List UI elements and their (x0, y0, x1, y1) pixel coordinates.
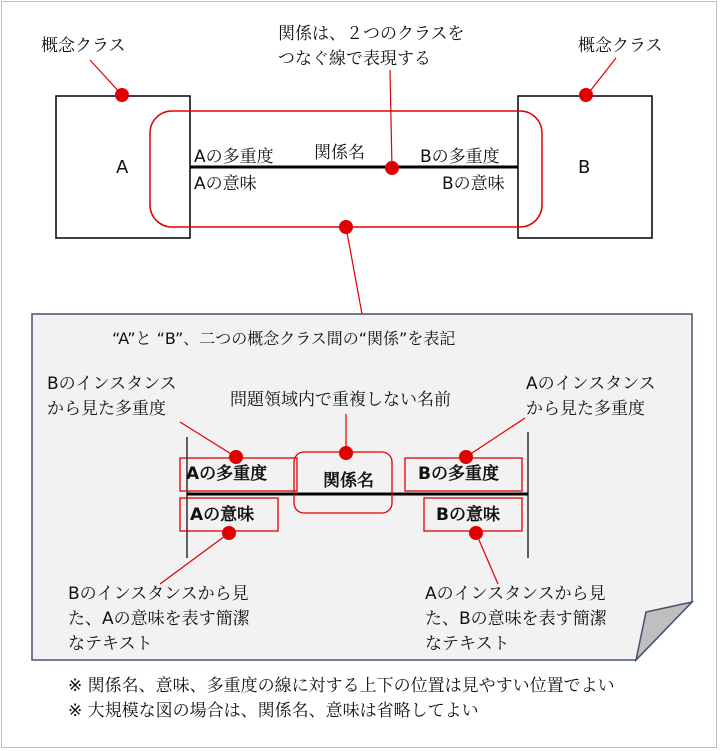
dot-relation-name (339, 446, 353, 460)
b-instance-from-note: Bのインスタンス から見た多重度 (47, 374, 177, 419)
detail-b-meaning: Bの意味 (436, 505, 500, 525)
b-meaning-note: Aのインスタンスから見 た、Bの意味を表す簡潔 なテキスト (425, 584, 607, 654)
leader-class-left (90, 60, 122, 95)
class-b-name: B (578, 157, 591, 178)
dot-b-meaning (469, 526, 483, 540)
detail-a-meaning: Aの意味 (190, 505, 255, 525)
concept-class-label-right: 概念クラス (578, 36, 663, 56)
a-meaning-note: Bのインスタンスから見 た、Aの意味を表す簡潔 なテキスト (68, 584, 250, 654)
detail-a-multiplicity: Aの多重度 (186, 464, 268, 484)
relation-highlight (150, 111, 542, 227)
leader-relation-note (390, 70, 392, 168)
leader-to-detail (346, 227, 362, 314)
detail-b-multiplicity: Bの多重度 (418, 464, 499, 484)
top-relation-name: 関係名 (314, 143, 365, 163)
top-a-multiplicity: Aの多重度 (194, 147, 274, 167)
class-a-name: A (116, 157, 129, 178)
relation-note: 関係は、２つのクラスを つなぐ線で表現する (278, 24, 465, 69)
dot-a-meaning (222, 526, 236, 540)
top-b-meaning: Bの意味 (442, 174, 505, 194)
unique-name-note: 問題領域内で重複しない名前 (230, 390, 451, 410)
dot-class-right (579, 88, 593, 102)
dot-relation-line (385, 161, 399, 175)
top-a-meaning: Aの意味 (194, 174, 257, 194)
concept-class-label-left: 概念クラス (41, 36, 126, 56)
a-instance-from-note: Aのインスタンス から見た多重度 (526, 374, 656, 419)
footnote-2: ※ 大規模な図の場合は、関係名、意味は省略してよい (68, 701, 479, 721)
detail-relation-name: 関係名 (323, 471, 374, 491)
footnote-1: ※ 関係名、意味、多重度の線に対する上下の位置は見やすい位置でよい (68, 676, 615, 696)
top-b-multiplicity: Bの多重度 (420, 147, 500, 167)
dot-highlight (339, 220, 353, 234)
leader-class-right (587, 58, 616, 95)
detail-heading: “A”と “B”、二つの概念クラス間の“関係”を表記 (112, 329, 456, 348)
dot-class-left (115, 88, 129, 102)
